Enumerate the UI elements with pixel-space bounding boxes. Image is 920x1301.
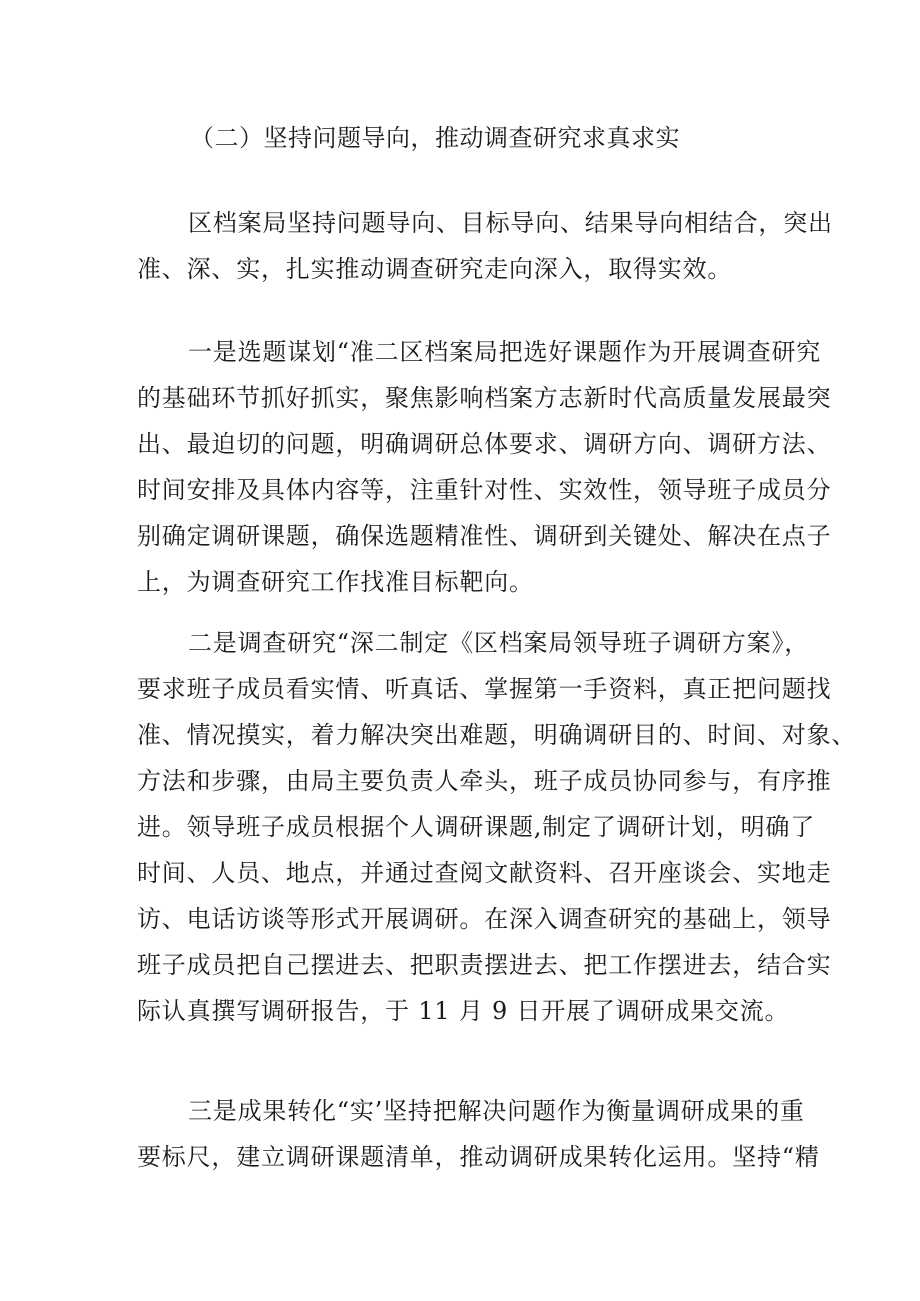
paragraph-line: 一是选题谋划“准二区档案局把选好课题作为开展调查研究	[188, 338, 822, 366]
paragraph-topic-planning	[137, 329, 832, 605]
paragraph-line: 时间、人员、地点，并通过查阅文献资料、召开座谈会、实地走	[137, 859, 832, 887]
paragraph-line: 要求班子成员看实情、听真话、掌握第一手资料，真正把问题找	[137, 675, 832, 703]
paragraph-line: 上，为调查研究工作找准目标靶向。	[137, 568, 534, 596]
paragraph-line: 出、最迫切的问题，明确调研总体要求、调研方向、调研方法、	[137, 430, 832, 458]
paragraph-line: 进。领导班子成员根据个人调研课题,制定了调研计划，明确了	[137, 813, 816, 841]
paragraph-line: 际认真撰写调研报告，于 11 月 9 日开展了调研成果交流。	[137, 997, 790, 1025]
section-heading: （二）坚持问题导向，推动调查研究求真求实	[190, 124, 680, 152]
paragraph-line: 二是调查研究“深二制定《区档案局领导班子调研方案》，	[188, 629, 810, 657]
paragraph-line: 准、情况摸实，着力解决突出难题，明确调研目的、时间、对象、	[137, 721, 857, 749]
paragraph-line: 别确定调研课题，确保选题精准性、调研到关键处、解决在点子	[137, 522, 832, 550]
paragraph-line: 准、深、实，扎实推动调查研究走向深入，取得实效。	[137, 255, 733, 283]
paragraph-line: 三是成果转化“实’坚持把解决问题作为衡量调研成果的重	[188, 1097, 805, 1125]
paragraph-results	[137, 1088, 820, 1180]
paragraph-line: 时间安排及具体内容等，注重针对性、实效性，领导班子成员分	[137, 476, 832, 504]
paragraph-line: 的基础环节抓好抓实，聚焦影响档案方志新时代高质量发展最突	[137, 384, 832, 412]
paragraph-line: 访、电话访谈等形式开展调研。在深入调查研究的基础上，领导	[137, 905, 832, 933]
paragraph-intro	[137, 200, 833, 292]
paragraph-investigation	[137, 620, 857, 1034]
paragraph-line: 方法和步骤，由局主要负责人牵头，班子成员协同参与，有序推	[137, 767, 832, 795]
paragraph-line: 区档案局坚持问题导向、目标导向、结果导向相结合，突出	[188, 209, 833, 237]
paragraph-line: 要标尺，建立调研课题清单，推动调研成果转化运用。坚持“精	[137, 1143, 820, 1171]
paragraph-line: 班子成员把自己摆进去、把职责摆进去、把工作摆进去，结合实	[137, 951, 832, 979]
